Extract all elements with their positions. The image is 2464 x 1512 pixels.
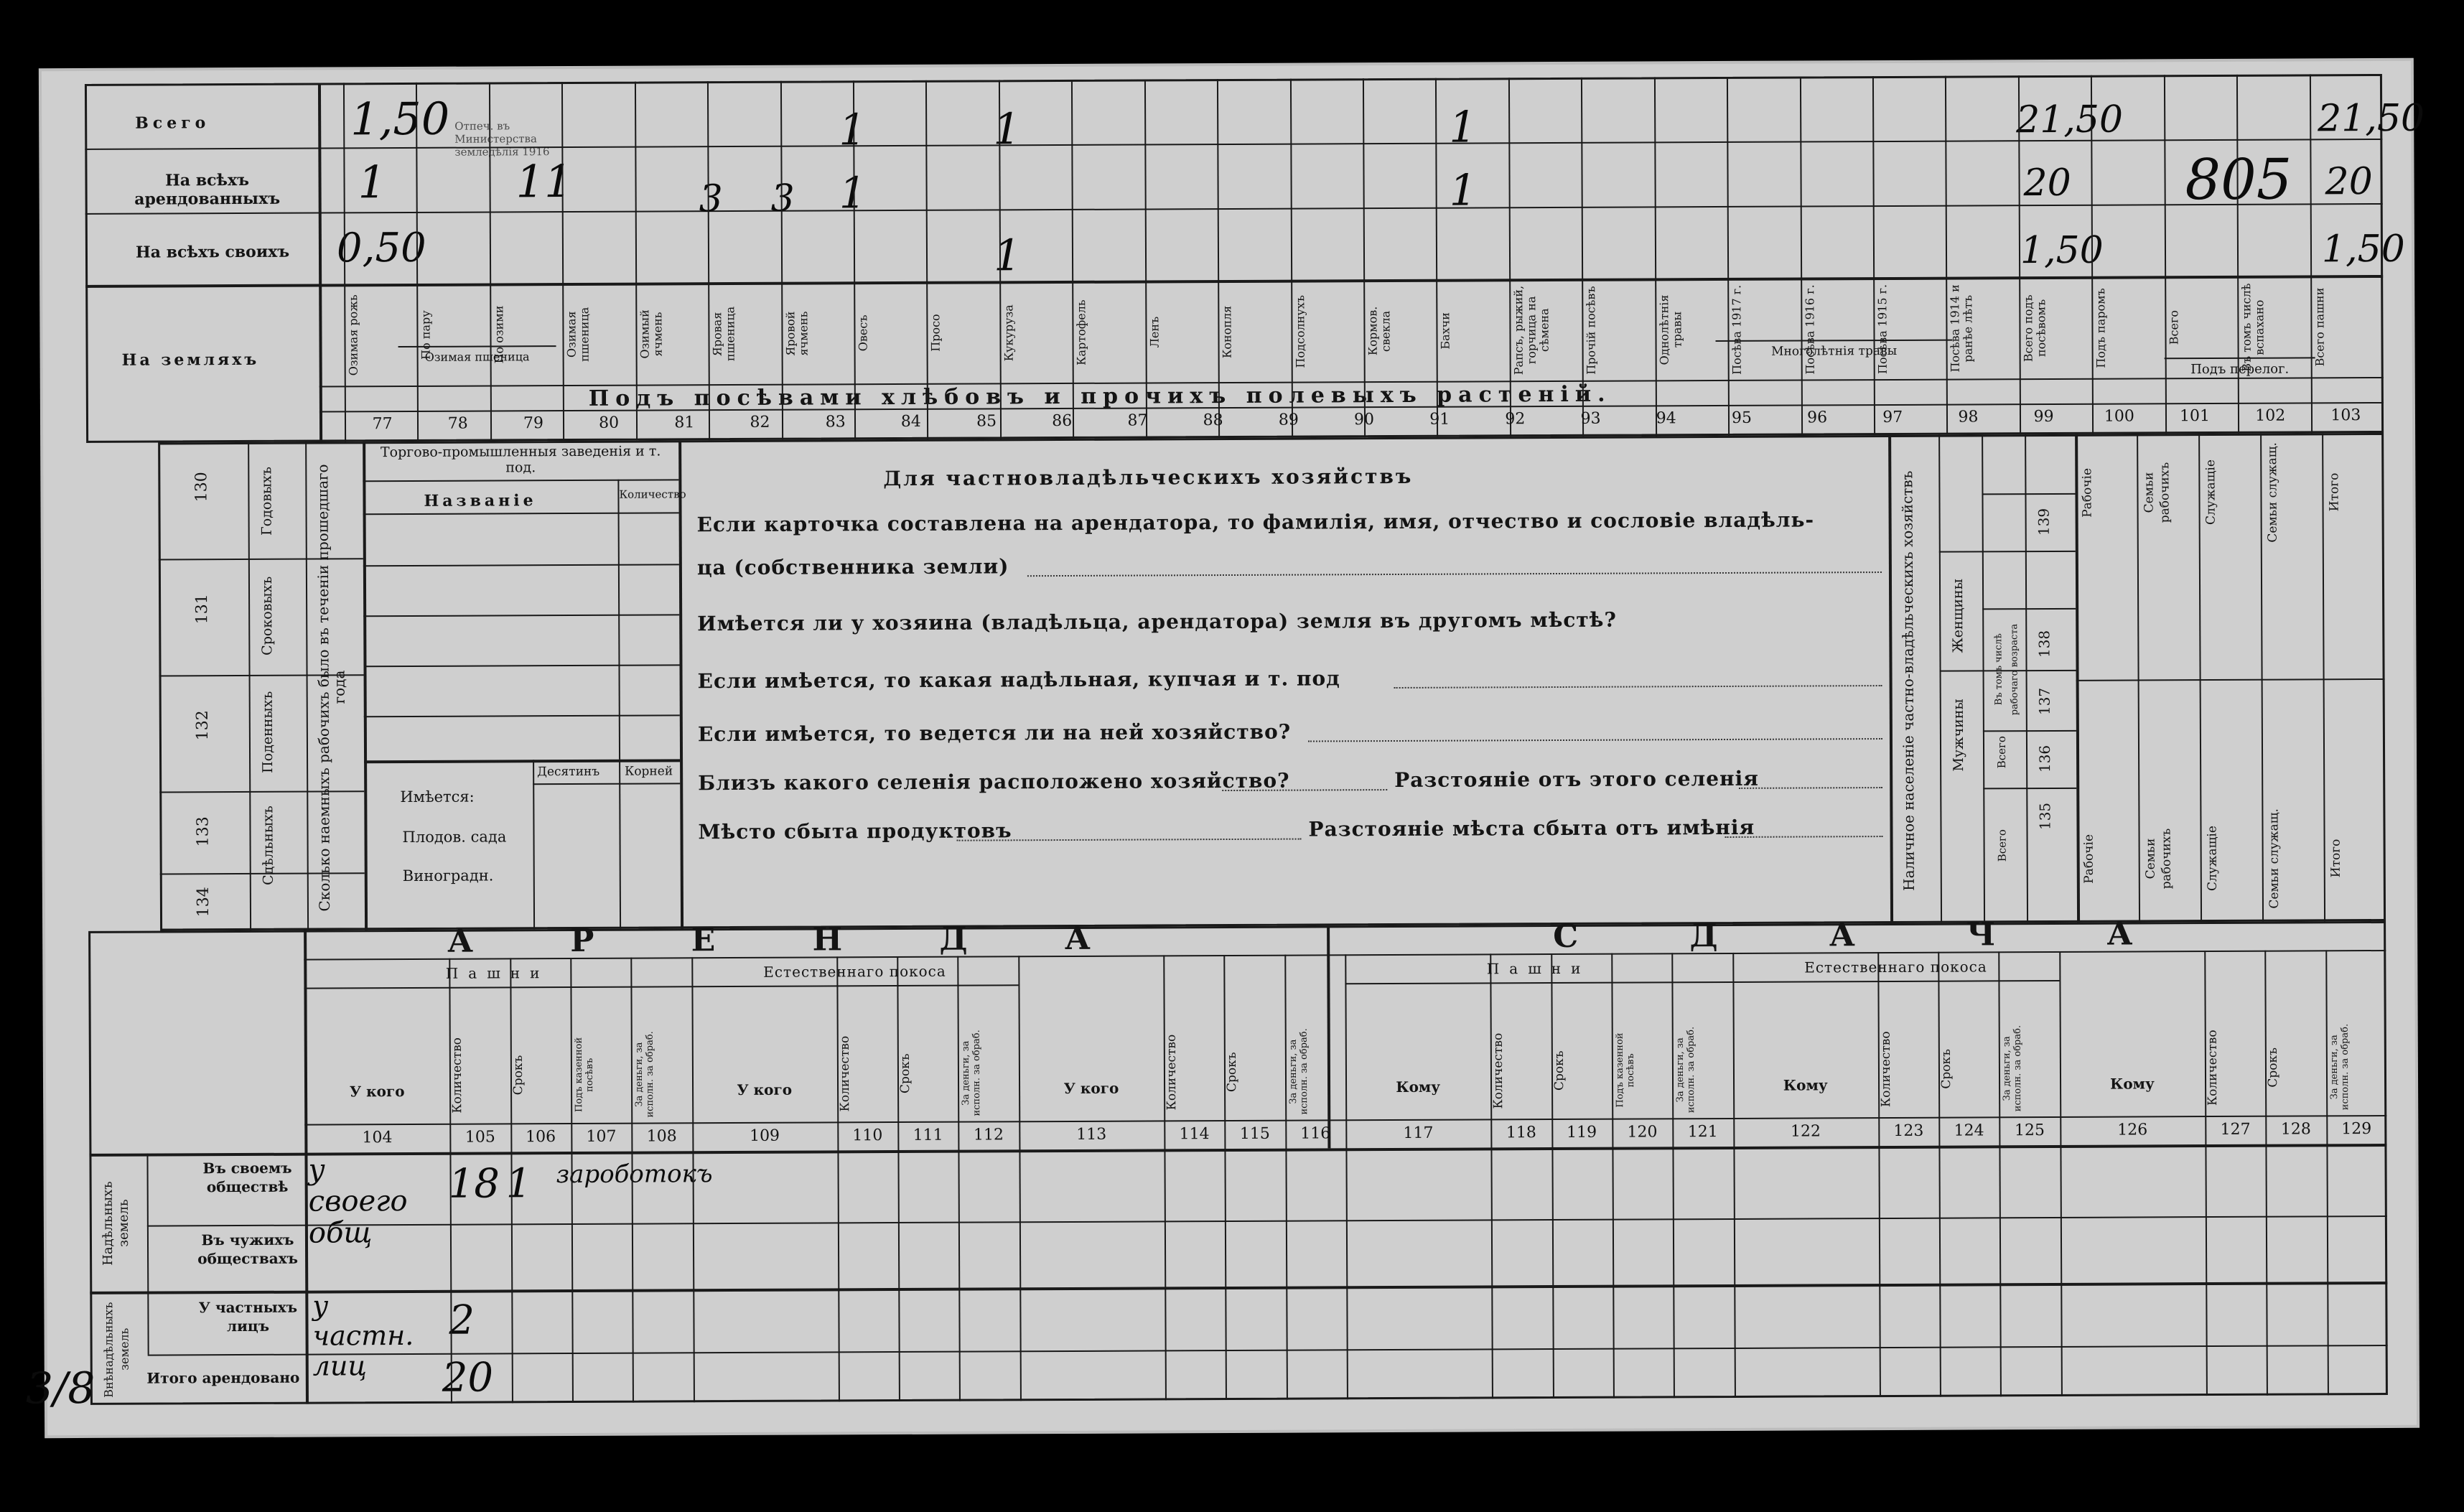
bottom-col-header: Срокъ bbox=[1938, 1048, 1954, 1089]
row-label-rented: На всѣхъ арендованныхъ bbox=[134, 170, 281, 209]
census-card bbox=[25, 61, 2425, 1435]
crop-header: Всего bbox=[2167, 310, 2181, 345]
row-private: У частныхъ лицъ bbox=[198, 1298, 298, 1335]
bottom-col-header: Подъ казенной посѣвъ bbox=[573, 1037, 596, 1113]
crop-header: Озимый ячмень bbox=[638, 309, 665, 359]
hw-wheat-a: 3 bbox=[699, 177, 723, 221]
bottom-col-number: 122 bbox=[1790, 1122, 1821, 1141]
top-col-number: 81 bbox=[674, 414, 695, 432]
worker-col-bottom: Итого bbox=[2328, 839, 2343, 878]
bottom-col-number: 109 bbox=[749, 1126, 780, 1145]
who-header: У кого bbox=[349, 1083, 405, 1101]
crop-header: Кукуруза bbox=[1002, 304, 1016, 361]
bottom-col-header: Срокъ bbox=[2266, 1047, 2281, 1088]
hw-wheat-b: 3 bbox=[770, 177, 795, 220]
top-col-number: 89 bbox=[1278, 411, 1299, 429]
hired-srokovye: Сроковыхъ bbox=[258, 576, 276, 655]
pop-num-137: 137 bbox=[2035, 687, 2053, 716]
bottom-group-header: Пашни bbox=[1486, 959, 1591, 978]
hw-bakhchi-rent: 1 bbox=[1449, 165, 1477, 216]
who-header: Кому bbox=[1396, 1078, 1441, 1096]
crop-header: Яровой ячмень bbox=[783, 311, 811, 356]
hw-r1-kogo: у своего общ bbox=[308, 1153, 408, 1250]
bottom-col-header: За деньги, за исполн. за обраб. bbox=[961, 1030, 983, 1116]
hw-rented-rye: 1 bbox=[358, 156, 387, 209]
q1b: ца (собственника земли) bbox=[696, 554, 1009, 580]
top-col-number: 92 bbox=[1505, 410, 1526, 429]
row-label-total: Всего bbox=[135, 113, 210, 133]
hw-r1-srok: 1 bbox=[505, 1160, 532, 1208]
q2: Имѣется ли у хозяина (владѣльца, арендатора) земля въ другомъ мѣстѣ? bbox=[697, 607, 1617, 636]
hw-rented-ozim: 11 bbox=[515, 154, 573, 208]
hw-own-rye: 0,50 bbox=[336, 224, 426, 272]
worker-col-top: Служащіе bbox=[2203, 459, 2218, 526]
korney-label: Корней bbox=[625, 764, 673, 779]
crop-header: Подсолнухъ bbox=[1292, 294, 1307, 368]
crop-header: Посѣва 1917 г. bbox=[1730, 284, 1744, 375]
pop-women: Женщины bbox=[1949, 578, 1966, 653]
bottom-col-number: 119 bbox=[1567, 1123, 1597, 1142]
crop-header: Просо bbox=[928, 314, 943, 353]
bottom-col-number: 116 bbox=[1300, 1124, 1331, 1143]
crop-header: Всего пашни bbox=[2312, 287, 2327, 367]
crop-header: Яровая пшеница bbox=[710, 306, 737, 362]
worker-col-top: Итого bbox=[2327, 472, 2342, 512]
hw-vsego-own: 1,50 bbox=[2020, 228, 2104, 273]
bottom-col-number: 114 bbox=[1179, 1125, 1210, 1144]
top-col-number: 93 bbox=[1580, 409, 1601, 428]
top-col-number: 96 bbox=[1807, 409, 1828, 427]
bottom-table bbox=[88, 921, 2388, 1405]
hired-podennye: Поденныхъ bbox=[259, 691, 276, 773]
bottom-col-header: Количество bbox=[1491, 1032, 1506, 1109]
top-col-number: 102 bbox=[2255, 406, 2286, 425]
top-col-number: 94 bbox=[1656, 409, 1676, 428]
has-label: Имѣется: bbox=[400, 788, 475, 806]
top-col-number: 98 bbox=[1958, 408, 1979, 426]
worker-col-top: Рабочіе bbox=[2080, 468, 2095, 518]
trade-name-header: Названіе bbox=[424, 491, 537, 510]
top-col-number: 78 bbox=[447, 414, 468, 433]
bottom-col-number: 105 bbox=[465, 1128, 495, 1147]
hw-corner: 3/8 bbox=[25, 1363, 95, 1414]
bottom-col-header: За деньги, за исполн. за обраб. bbox=[2328, 1024, 2351, 1111]
bottom-col-number: 125 bbox=[2014, 1121, 2045, 1140]
worker-col-top: Семьи служащ. bbox=[2265, 442, 2280, 543]
pop-num-138: 138 bbox=[2035, 630, 2053, 658]
top-col-number: 97 bbox=[1882, 408, 1903, 427]
left-num-134: 134 bbox=[194, 887, 213, 918]
q1a: Если карточка составлена на арендатора, то фамилія, имя, отчество и сословіе владѣль- bbox=[696, 508, 1815, 537]
hired-sdelnye: Сдѣльныхъ bbox=[260, 806, 276, 886]
hired-godovye: Годовыхъ bbox=[258, 466, 275, 536]
top-col-number: 82 bbox=[750, 413, 770, 431]
hw-total-oats: 1 bbox=[839, 105, 867, 156]
hw-vsego-total: 21,50 bbox=[2016, 98, 2124, 142]
left-num-132: 132 bbox=[193, 710, 212, 741]
left-num-130: 130 bbox=[192, 472, 211, 503]
who-header: У кого bbox=[737, 1081, 793, 1098]
bottom-col-header: Количество bbox=[450, 1037, 465, 1114]
bottom-col-header: За деньги, за исполн. за обраб. bbox=[633, 1031, 656, 1118]
bottom-col-header: Количество bbox=[837, 1035, 853, 1112]
worker-col-bottom: Рабочіе bbox=[2081, 834, 2096, 885]
hw-kukuruza: 1 bbox=[993, 104, 1021, 155]
vnenadel-label: Внѣнадѣльныхъ земель bbox=[101, 1302, 131, 1398]
pop-incl-working: Въ томъ числѣ рабочаго возраста bbox=[1993, 623, 2020, 715]
bottom-col-number: 106 bbox=[526, 1128, 556, 1147]
top-col-number: 99 bbox=[2033, 407, 2054, 426]
q6b: Разстояніе мѣста сбыта отъ имѣнія bbox=[1308, 815, 1755, 841]
bottom-col-number: 104 bbox=[362, 1129, 393, 1147]
top-col-number: 100 bbox=[2104, 407, 2134, 426]
trade-title: Торгово-промышленныя заведенія и т. под. bbox=[380, 443, 661, 476]
nadel-label: Надѣльныхъ земель bbox=[100, 1181, 132, 1266]
hw-r1-kol: 18 bbox=[448, 1160, 500, 1208]
crop-columns bbox=[42, 61, 2411, 71]
crop-header: Озимая рожь bbox=[346, 294, 360, 376]
crop-header: По озими bbox=[492, 305, 506, 364]
bottom-col-number: 110 bbox=[852, 1126, 883, 1145]
crop-header: Кормов. свекла bbox=[1366, 306, 1393, 356]
top-column-numbers bbox=[42, 61, 2411, 71]
bottom-col-header: Количество bbox=[1164, 1034, 1180, 1111]
crop-header: Прочій посѣвъ bbox=[1584, 286, 1599, 375]
bottom-col-number: 108 bbox=[646, 1127, 677, 1146]
hired-workers-label: Сколько наемныхъ рабочихъ было въ теченіи прошедшаго года bbox=[314, 463, 348, 912]
bottom-col-number: 118 bbox=[1506, 1124, 1536, 1142]
q5b: Разстояніе отъ этого селенія bbox=[1394, 766, 1759, 792]
row-label-lands: На земляхъ bbox=[121, 350, 260, 370]
worker-col-bottom: Семьи рабочихъ bbox=[2143, 829, 2174, 890]
top-col-number: 90 bbox=[1353, 411, 1375, 429]
crop-header: Посѣва 1916 г. bbox=[1802, 284, 1817, 375]
pop-num-135: 135 bbox=[2036, 802, 2054, 831]
bottom-group-header: Пашни bbox=[445, 964, 550, 982]
bottom-col-number: 117 bbox=[1403, 1124, 1434, 1142]
hw-r3-kol: 2 bbox=[449, 1297, 475, 1344]
crop-header: По пару bbox=[419, 310, 434, 360]
trade-count-header: Количество bbox=[619, 487, 686, 501]
who-header: Кому bbox=[2110, 1075, 2155, 1093]
bottom-col-header: Количество bbox=[1878, 1031, 1894, 1107]
top-col-number: 103 bbox=[2330, 406, 2361, 425]
crop-header: Посѣва 1914 и ранѣе лѣтъ bbox=[1948, 284, 1976, 373]
top-col-number: 101 bbox=[2179, 407, 2211, 426]
sdacha-title: С Д А Ч А bbox=[1553, 915, 2183, 956]
hw-kukuruza-own: 1 bbox=[993, 230, 1022, 281]
bottom-col-number: 112 bbox=[973, 1126, 1004, 1144]
top-col-number: 80 bbox=[599, 414, 620, 432]
bottom-col-header: За деньги, за исполн. за обраб. bbox=[1287, 1028, 1310, 1115]
bottom-col-number: 121 bbox=[1687, 1123, 1718, 1142]
top-col-number: 95 bbox=[1731, 409, 1752, 427]
crop-header: Посѣва 1915 г. bbox=[1875, 284, 1890, 374]
row-total-rented: Итого арендовано bbox=[146, 1368, 300, 1387]
ministry-stamp: Отпеч. въ Министерства земледѣлія 1916 bbox=[454, 119, 550, 159]
q3: Если имѣется, то какая надѣльная, купчая и т. под bbox=[697, 666, 1340, 694]
ozim-pshenitsa-label: Озимая пшеница bbox=[424, 350, 530, 364]
q5a: Близъ какого селенія расположено хозяйство? bbox=[698, 768, 1290, 795]
bottom-col-number: 124 bbox=[1954, 1121, 1984, 1140]
desyatin-label: Десятинъ bbox=[537, 764, 600, 780]
row-own-society: Въ своемъ обществѣ bbox=[202, 1159, 292, 1196]
top-col-number: 83 bbox=[825, 413, 846, 431]
worker-col-top: Семьи рабочихъ bbox=[2142, 462, 2173, 523]
bottom-col-header: Подъ казенной посѣвъ bbox=[1614, 1032, 1636, 1108]
top-col-number: 87 bbox=[1127, 411, 1148, 430]
pop-num-139: 139 bbox=[2035, 508, 2053, 536]
row-label-own: На всѣхъ своихъ bbox=[135, 242, 290, 262]
crop-header: Бахчи bbox=[1438, 312, 1453, 350]
pop-women-all: Всего bbox=[1994, 735, 2009, 768]
worker-col-bottom: Семьи служащ. bbox=[2267, 808, 2282, 909]
hw-itogo: 20 bbox=[442, 1354, 494, 1401]
arenda-title: А Р Е Н Д А bbox=[447, 920, 1134, 960]
crop-header: Въ томъ числѣ вспахано bbox=[2239, 283, 2267, 372]
crop-header: Подъ паромъ bbox=[2094, 287, 2108, 368]
top-col-number: 91 bbox=[1429, 410, 1450, 429]
bottom-col-header: Срокъ bbox=[1225, 1052, 1240, 1092]
bottom-col-number: 120 bbox=[1627, 1123, 1658, 1142]
population-title: Наличное населеніе частно-владѣльческихъ хозяйствъ bbox=[1898, 470, 1918, 891]
bottom-col-number: 115 bbox=[1239, 1124, 1270, 1143]
pop-num-136: 136 bbox=[2035, 745, 2054, 773]
crop-header: Всего подъ посѣвомъ bbox=[2021, 294, 2048, 362]
bottom-group-header: Естественнаго покоса bbox=[763, 962, 946, 981]
bottom-col-header: За деньги, за исполн. за обраб. bbox=[1674, 1027, 1697, 1114]
left-num-133: 133 bbox=[194, 816, 213, 847]
crop-header: Картофель bbox=[1074, 299, 1088, 365]
left-num-131: 131 bbox=[193, 594, 212, 625]
top-col-number: 88 bbox=[1203, 411, 1223, 430]
hw-perelog-mark: 805 bbox=[2185, 147, 2292, 213]
hw-total-rye: 1,50 bbox=[350, 92, 450, 146]
hw-r3-kogo: у частн. лиц bbox=[312, 1289, 414, 1382]
pop-men-all: Всего bbox=[1995, 829, 2009, 862]
private-title: Для частновладѣльческихъ хозяйствъ bbox=[883, 464, 1414, 491]
crop-header: Ленъ bbox=[1147, 316, 1162, 348]
top-col-number: 86 bbox=[1052, 411, 1073, 431]
crop-header: Однолѣтнія травы bbox=[1656, 294, 1684, 365]
crop-header: Рапсъ, рыжий, горчица на сѣмена bbox=[1511, 286, 1551, 375]
vineyard-label: Виноградн. bbox=[402, 867, 494, 885]
crop-header: Озимая пшеница bbox=[564, 307, 592, 363]
who-header: У кого bbox=[1063, 1079, 1119, 1098]
top-col-number: 84 bbox=[900, 412, 921, 431]
crop-header: Овесъ bbox=[856, 314, 870, 352]
bottom-col-number: 127 bbox=[2220, 1120, 2251, 1139]
crop-header: Конопля bbox=[1220, 305, 1234, 358]
bottom-col-header: Количество bbox=[2205, 1030, 2221, 1106]
top-col-number: 85 bbox=[976, 412, 997, 431]
right-worker-columns bbox=[42, 61, 2411, 71]
hw-pashnya-rent: 20 bbox=[2325, 160, 2373, 204]
top-banner: Подъ посѣвами хлѣбовъ и прочихъ полевыхъ растеній. bbox=[588, 381, 1612, 411]
bottom-col-header: Срокъ bbox=[898, 1053, 913, 1093]
hw-pashnya-total: 21,50 bbox=[2318, 96, 2425, 141]
bottom-col-number: 111 bbox=[913, 1126, 943, 1144]
bottom-col-number: 123 bbox=[1893, 1121, 1924, 1140]
top-col-number: 77 bbox=[372, 415, 393, 434]
row-other-society: Въ чужихъ обществахъ bbox=[197, 1231, 299, 1268]
hw-bakhchi: 1 bbox=[1449, 102, 1477, 153]
orchard-label: Плодов. сада bbox=[402, 828, 507, 846]
q6a: Мѣсто сбыта продуктовъ bbox=[698, 818, 1012, 844]
hw-pashnya-own: 1,50 bbox=[2321, 227, 2405, 271]
bottom-col-number: 129 bbox=[2341, 1120, 2372, 1139]
q4: Если имѣется, то ведется ли на ней хозяйство? bbox=[697, 719, 1292, 747]
bottom-col-header: Срокъ bbox=[1551, 1050, 1567, 1091]
pop-men: Мужчины bbox=[1950, 698, 1967, 772]
top-col-number: 79 bbox=[523, 414, 544, 433]
worker-col-bottom: Служащіе bbox=[2205, 826, 2220, 892]
hw-rented-oats: 1 bbox=[839, 168, 867, 219]
perelog-label: Подъ перелог. bbox=[2190, 361, 2290, 378]
bottom-col-number: 128 bbox=[2280, 1120, 2311, 1139]
bottom-col-number: 126 bbox=[2117, 1121, 2148, 1139]
bottom-columns bbox=[42, 61, 2411, 71]
bottom-col-number: 113 bbox=[1076, 1125, 1107, 1144]
who-header: Кому bbox=[1783, 1076, 1828, 1094]
hw-r1-za: зароботокъ bbox=[556, 1159, 713, 1190]
bottom-group-header: Естественнаго покоса bbox=[1804, 958, 1987, 976]
bottom-col-header: За деньги, за исполн. за обраб. bbox=[2002, 1025, 2024, 1112]
hw-vsego-rent: 20 bbox=[2023, 161, 2071, 205]
bottom-col-number: 107 bbox=[586, 1127, 617, 1146]
bottom-col-header: Срокъ bbox=[510, 1055, 526, 1096]
mnogolet-label: Многолѣтнія травы bbox=[1771, 343, 1898, 359]
